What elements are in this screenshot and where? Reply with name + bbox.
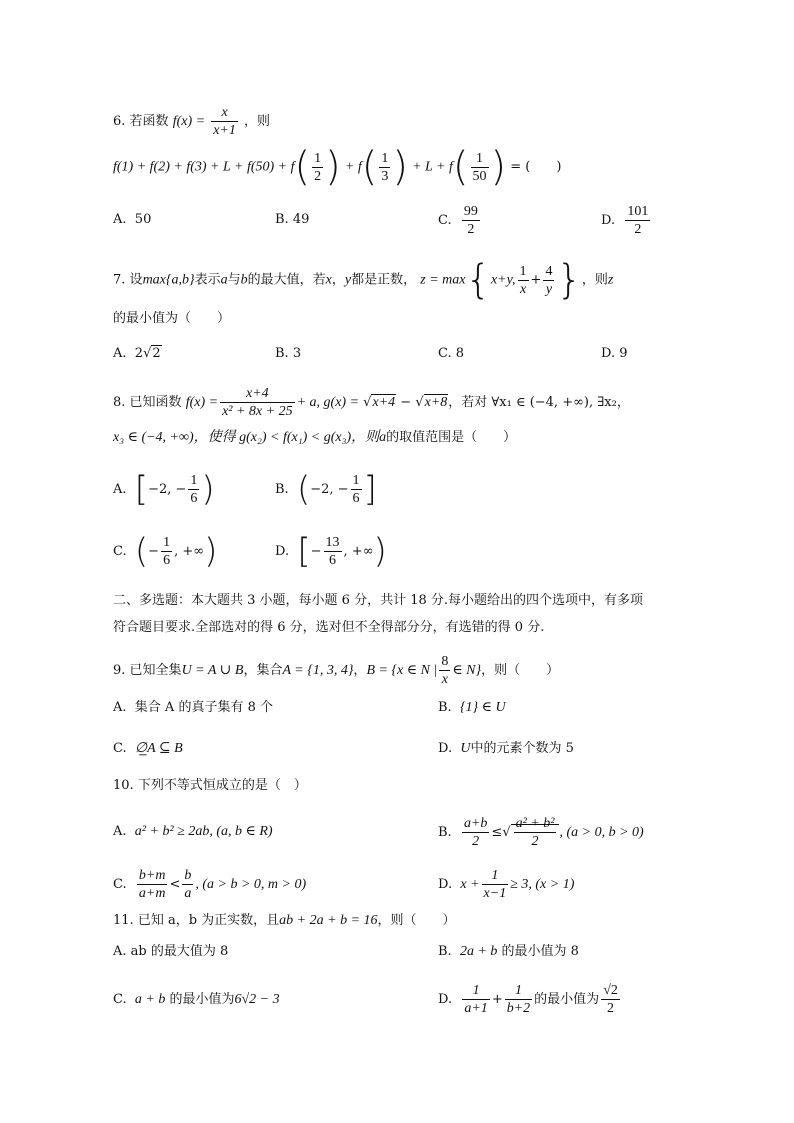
q6-stem: 6. 若函数 f(x) = $\frac{x}{x+1}$ ，则 [113, 105, 271, 138]
q9-option-c[interactable]: C. ∅̲A ⊆ B [113, 741, 183, 756]
q11-option-a[interactable]: A. ab 的最大值为 8 [113, 944, 229, 959]
q9-option-d[interactable]: D. U中的元素个数为 5 [438, 741, 574, 756]
q8-option-a[interactable]: A. [−2, − $\frac{1}{6}$ ) [113, 469, 215, 510]
q6-option-a[interactable]: A. 50 [113, 212, 152, 227]
q6-def-fraction: $\frac{x}{x+1}$ [213, 105, 236, 138]
q9-stem: 9. 已知全集U = A ∪ B，集合A = {1, 3, 4}，B = {x ∈ N | $\frac{8}{x}$ ∈ N}，则（ ） [113, 654, 560, 687]
q10-option-b[interactable]: B. $\frac{a+b}{2}$ ≤√ $\frac{\text{a² + b²}}{2}$ , (a > 0, b > 0) [438, 816, 644, 849]
q6-option-b[interactable]: B. 49 [275, 212, 310, 227]
q7-option-a[interactable]: A. 2√2 [113, 346, 161, 361]
q10-stem: 10. 下列不等式恒成立的是（ ） [113, 778, 307, 793]
q6-sum-expression: f(1) + f(2) + f(3) + L + f(50) + f( $\frac{1}{2}$ ) + f( $\frac{1}{3}$ ) + L + f( $\frac{1}{50}$ ) = ( ) [113, 144, 562, 190]
q11-option-d[interactable]: D. $\frac{1}{a+1}$ + $\frac{1}{b+2}$ 的最小值为 $\frac{√2}{2}$ [438, 983, 618, 1016]
q8-number: 8. [113, 395, 126, 410]
q10-option-c[interactable]: C. $\frac{b+m}{a+m}$ < $\frac{b}{a}$ , (a > b > 0, m > 0) [113, 868, 307, 901]
q11-number: 11. [113, 913, 134, 928]
q6-number: 6. [113, 114, 126, 129]
q6-option-d[interactable]: D. $\frac{101}{2}$ [601, 204, 649, 237]
q8-option-b[interactable]: B. (−2, − $\frac{1}{6}$ ] [275, 469, 377, 510]
q7-option-c[interactable]: C. 8 [438, 346, 465, 361]
q8-stem-line2: x₃ ∈ (−4, +∞)，使得 g(x₂) < f(x₁) < g(x₃)，则a的取值范围是（ ） [113, 430, 517, 445]
q7-option-b[interactable]: B. 3 [275, 346, 302, 361]
q10-option-d[interactable]: D. x + $\frac{1}{x-1}$ ≥ 3, (x > 1) [438, 868, 575, 901]
q6-option-c[interactable]: C. $\frac{99}{2}$ [438, 204, 478, 237]
section-heading-multi-choice: 二、多选题：本大题共 3 小题，每小题 6 分，共计 18 分.每小题给出的四个选项中，有多项符合题目要求.全部选对的得 6 分，选对但不全得部分分，有选错的得 0 分. [113, 593, 644, 635]
q10-option-a[interactable]: A. a² + b² ≥ 2ab, (a, b ∈ R) [113, 824, 273, 839]
q9-option-b[interactable]: B. {1} ∈ U [438, 700, 506, 715]
q9-number: 9. [113, 663, 126, 678]
q11-stem: 11. 已知 a，b 为正实数，且ab + 2a + b = 16，则（ ） [113, 913, 456, 928]
q11-option-c[interactable]: C. a + b 的最小值为6√2 − 3 [113, 992, 280, 1007]
q8-option-c[interactable]: C. (− $\frac{1}{6}$ , +∞) [113, 531, 218, 572]
q10-number: 10. [113, 778, 134, 793]
q7-stem-line2: 的最小值为（ ） [113, 311, 231, 326]
q7-number: 7. [113, 272, 126, 288]
q8-option-d[interactable]: D. [− $\frac{13}{6}$ , +∞) [275, 531, 387, 572]
q8-stem: 8. 已知函数 f(x) = $\frac{x+4}{\text{x² + 8x + 25}}$ + a, g(x) = √x+4 − √x+8，若对 ∀x₁ ∈ (−4, +∞), ∃x₂， [113, 386, 630, 419]
q11-option-b[interactable]: B. 2a + b 的最小值为 8 [438, 944, 579, 959]
q9-option-a[interactable]: A. 集合 A 的真子集有 8 个 [113, 700, 273, 715]
q7-stem: 7. 设max{a,b}表示a与b的最大值，若x，y都是正数， z = max{x+y, $\frac{1}{x}$ + $\frac{4}{y}$ }，则z [113, 257, 614, 303]
q7-option-d[interactable]: D. 9 [601, 346, 628, 361]
